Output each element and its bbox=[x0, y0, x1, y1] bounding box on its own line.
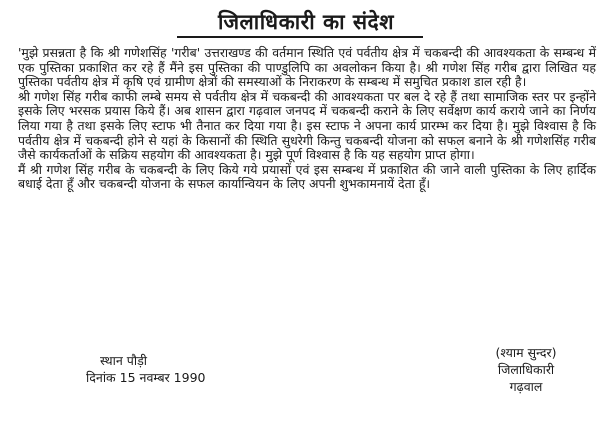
date-line: दिनांक 15 नवम्बर 1990 bbox=[86, 370, 206, 385]
page-title: जिलाधिकारी का संदेश bbox=[218, 10, 394, 34]
signatory-name: (श्याम सुन्दर) bbox=[495, 345, 557, 360]
signature-block bbox=[466, 344, 586, 395]
signatory-district: गढ़वाल bbox=[509, 379, 543, 394]
place-date-block bbox=[86, 352, 206, 386]
paragraph-2: श्री गणेश सिंह गरीब काफी लम्बे समय से पर्वतीय क्षेत्र में चकबन्दी की आवश्यकता पर बल दे रहे हैं तथा सामाजिक स्तर पर इन्होंने इसके लिए भरसक प्रयास किये हैं। अब शासन द्वारा गढ़वाल जनपद में चकबन्दी कराने के लिए सर्वेक्षण कार्य कराये जाने का निर्णय लिया गया है तथा इसके लिए स्टाफ भी तैनात कर दिया गया है। इस स्टाफ ने अपना कार्य प्रारम्भ कर दिया है। मुझे विश्वास है कि पर्वतीय क्षेत्र में चकबन्दी होने से यहां के किसानों की स्थिति सुधरेगी किन्तु चकबन्दी योजना को सफल बनाने के श्री गणेशसिंह गरीब जैसे कार्यकर्ताओं के सक्रिय सहयोग की आवश्यकता है। मुझे पूर्ण विश्वास है कि यह सहयोग प्राप्त होगा। bbox=[18, 88, 596, 163]
paragraph-1: 'मुझे प्रसन्नता है कि श्री गणेशसिंह 'गरीब' उत्तराखण्ड की वर्तमान स्थिति एवं पर्वतीय क्षेत्र में चकबन्दी की आवश्यकता के सम्बन्ध में एक पुस्तिका प्रकाशित कर रहे हैं मैंने इस पुस्तिका की पाण्डुलिपि का अवलोकन किया है। श्री गणेश सिंह गरीब द्वारा लिखित यह पुस्तिका पर्वतीय क्षेत्र में कृषि एवं ग्रामीण क्षेत्रों की समस्याओं के निराकरण के सम्बन्ध में समुचित प्रकाश डाल रही है। bbox=[18, 45, 596, 90]
paragraph-3: मैं श्री गणेश सिंह गरीब के चकबन्दी के लिए किये गये प्रयासों एवं इस सम्बन्ध में प्रकाशित की जाने वाली पुस्तिका के लिए हार्दिक बधाई देता हूँ और चकबन्दी योजना के सफल कार्यान्वियन के लिए अपनी शुभकामनायें देता हूँ। bbox=[18, 161, 596, 192]
title-underline bbox=[177, 36, 423, 38]
signatory-designation: जिलाधिकारी bbox=[497, 362, 555, 377]
place-line: स्थान पौड़ी bbox=[100, 353, 148, 368]
message-body bbox=[18, 46, 596, 192]
